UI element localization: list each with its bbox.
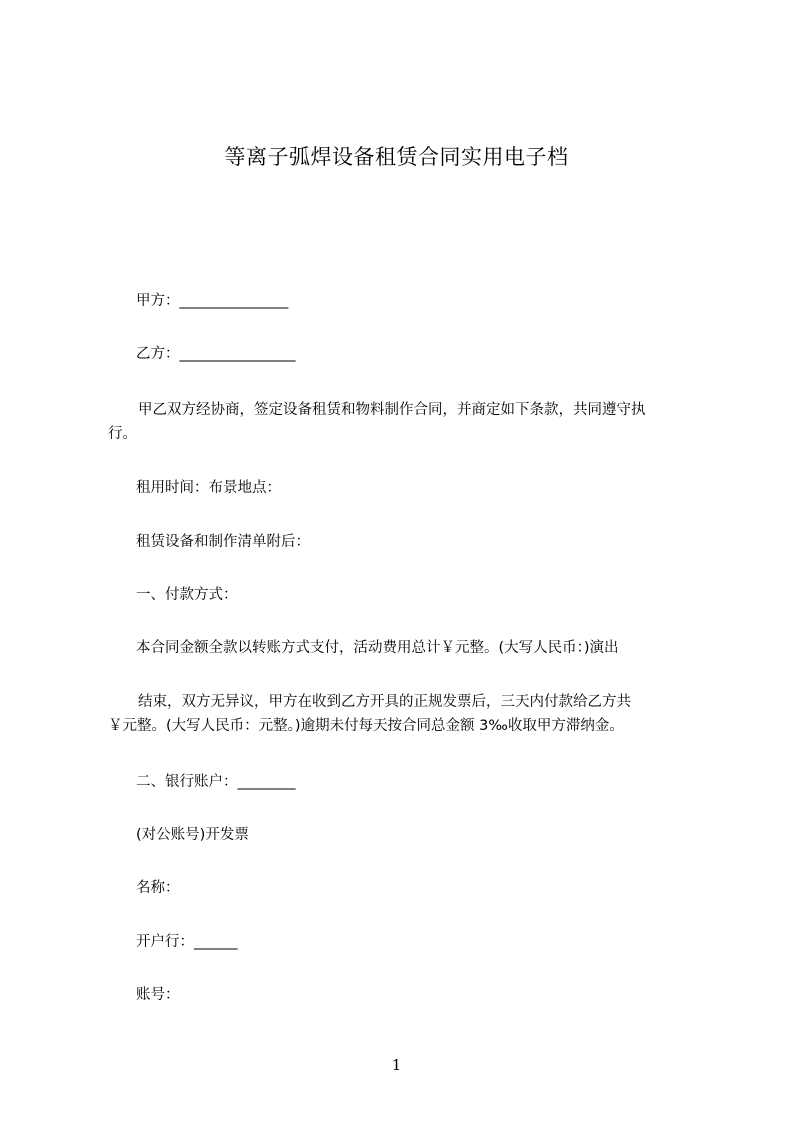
party-b-line: 乙方：________________ <box>136 346 296 362</box>
page-number: 1 <box>391 1056 402 1074</box>
invoice-note: (对公账号)开发票 <box>136 827 249 843</box>
section-1-heading: 一、付款方式： <box>136 587 238 603</box>
account-name-field: 名称： <box>136 880 180 896</box>
intro-paragraph <box>108 398 688 446</box>
payment-paragraph <box>108 690 688 738</box>
intro-line-1: 甲乙双方经协商，签定设备租赁和物料制作合同，并商定如下条款，共同遵守执 <box>138 402 646 418</box>
page-title: 等离子弧焊设备租赁合同实用电子档 <box>224 145 569 169</box>
equipment-list-note: 租赁设备和制作清单附后： <box>136 534 310 550</box>
section-2-heading: 二、银行账户：________ <box>136 774 296 790</box>
payment-line-1: 本合同金额全款以转账方式支付，活动费用总计￥元整。(大写人民币：)演出 <box>136 640 619 656</box>
account-number-field: 账号： <box>136 987 180 1003</box>
rental-time-location: 租用时间：布景地点： <box>136 480 281 496</box>
payment-paragraph-line-2: ￥元整。(大写人民币：元整。)逾期未付每天按合同总金额 3‰收取甲方滞纳金。 <box>108 718 624 734</box>
payment-paragraph-line-1: 结束，双方无异议，甲方在收到乙方开具的正规发票后，三天内付款给乙方共 <box>138 694 631 710</box>
party-a-line: 甲方：_______________ <box>136 293 289 309</box>
bank-name-field: 开户行：______ <box>136 934 238 950</box>
intro-line-2: 行。 <box>108 426 137 442</box>
